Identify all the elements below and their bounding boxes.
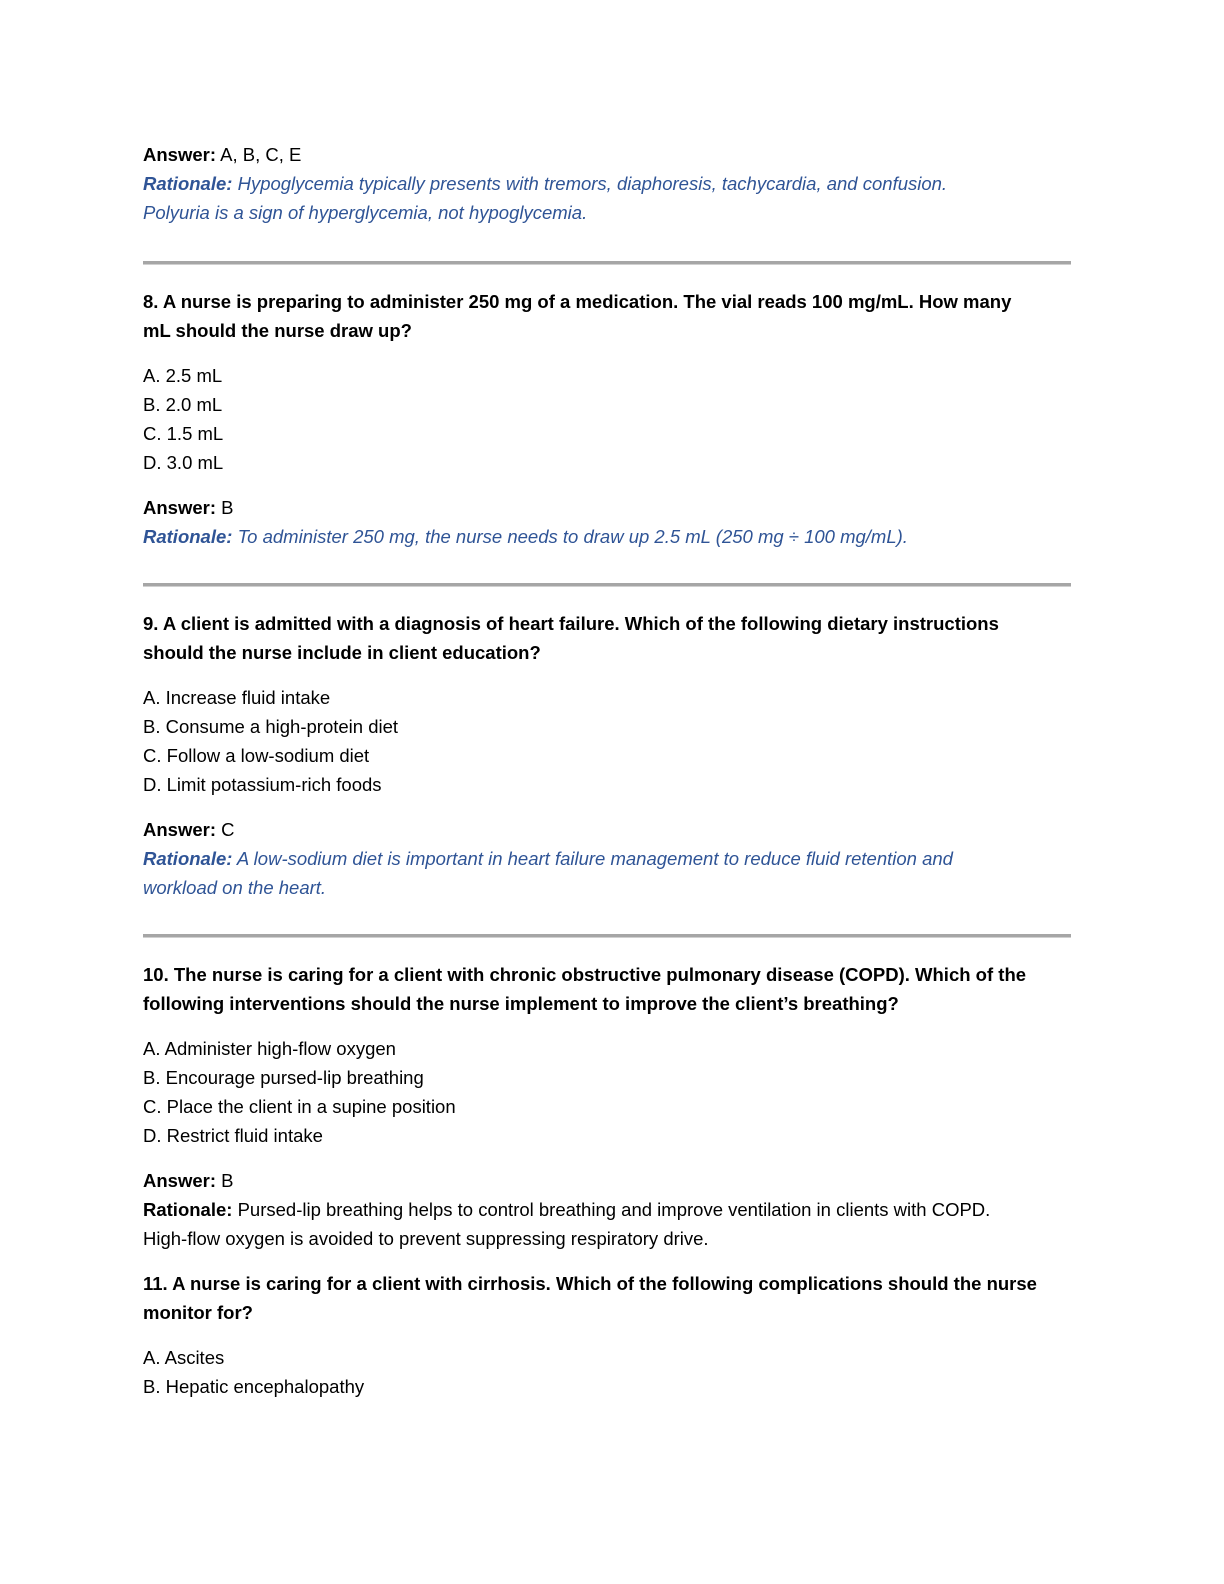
- answer-value: C: [216, 819, 235, 840]
- answer-label: Answer:: [143, 144, 216, 165]
- option-a: A. Increase fluid intake: [143, 687, 331, 708]
- option-a: A. Ascites: [143, 1347, 225, 1368]
- option-d: D. Limit potassium-rich foods: [143, 774, 382, 795]
- option-a: A. 2.5 mL: [143, 365, 223, 386]
- option-b: B. Encourage pursed-lip breathing: [143, 1067, 424, 1088]
- rationale-text: [143, 1195, 1073, 1224]
- option-b: B. Consume a high-protein diet: [143, 716, 399, 737]
- rationale-label: Rationale:: [143, 1199, 233, 1220]
- question-text: 10. The nurse is caring for a client with chronic obstructive pulmonary disease (COPD). Which of the: [143, 964, 1027, 985]
- rationale-text-line2: Polyuria is a sign of hyperglycemia, not hypoglycemia.: [143, 202, 588, 223]
- option-c: C. Follow a low-sodium diet: [143, 745, 370, 766]
- rationale-text-line2: workload on the heart.: [143, 877, 327, 898]
- rationale-line: A low-sodium diet is important in heart failure management to reduce fluid retention and: [232, 848, 953, 869]
- rationale-label: Rationale:: [143, 848, 233, 869]
- answer-value: B: [216, 497, 234, 518]
- answer-label: Answer:: [143, 1170, 216, 1191]
- answer-value: A, B, C, E: [216, 144, 302, 165]
- rationale-text-line2: High-flow oxygen is avoided to prevent suppressing respiratory drive.: [143, 1228, 709, 1249]
- rationale-label: Rationale:: [143, 173, 233, 194]
- rationale-text: [143, 169, 1073, 198]
- question-text-line2: mL should the nurse draw up?: [143, 320, 412, 341]
- option-d: D. Restrict fluid intake: [143, 1125, 323, 1146]
- rationale-line: Hypoglycemia typically presents with tremors, diaphoresis, tachycardia, and confusion.: [232, 173, 948, 194]
- question-text-line2: monitor for?: [143, 1302, 253, 1323]
- rationale-label: Rationale:: [143, 526, 233, 547]
- answer-label: Answer:: [143, 819, 216, 840]
- option-d: D. 3.0 mL: [143, 452, 224, 473]
- option-b: B. 2.0 mL: [143, 394, 223, 415]
- option-c: C. 1.5 mL: [143, 423, 224, 444]
- answer-line: [143, 1166, 1073, 1195]
- rationale-line: To administer 250 mg, the nurse needs to draw up 2.5 mL (250 mg ÷ 100 mg/mL).: [232, 526, 908, 547]
- question-text: 11. A nurse is caring for a client with cirrhosis. Which of the following complications should the nurse: [143, 1273, 1037, 1294]
- option-c: C. Place the client in a supine position: [143, 1096, 456, 1117]
- rationale-text: [143, 844, 1073, 873]
- question-text-line2: should the nurse include in client education?: [143, 642, 541, 663]
- answer-line: [143, 815, 1073, 844]
- rationale-text: [143, 522, 1073, 551]
- answer-label: Answer:: [143, 497, 216, 518]
- option-a: A. Administer high-flow oxygen: [143, 1038, 396, 1059]
- question-text: 8. A nurse is preparing to administer 250 mg of a medication. The vial reads 100 mg/mL. How many: [143, 291, 1012, 312]
- answer-value: B: [216, 1170, 234, 1191]
- question-text-line2: following interventions should the nurse implement to improve the client’s breathing?: [143, 993, 899, 1014]
- option-b: B. Hepatic encephalopathy: [143, 1376, 365, 1397]
- rationale-line: Pursed-lip breathing helps to control breathing and improve ventilation in clients with COPD.: [232, 1199, 991, 1220]
- document-page: [143, 140, 1073, 1401]
- answer-line: [143, 493, 1073, 522]
- question-text: 9. A client is admitted with a diagnosis of heart failure. Which of the following dietary instructions: [143, 613, 999, 634]
- answer-line: [143, 140, 1073, 169]
